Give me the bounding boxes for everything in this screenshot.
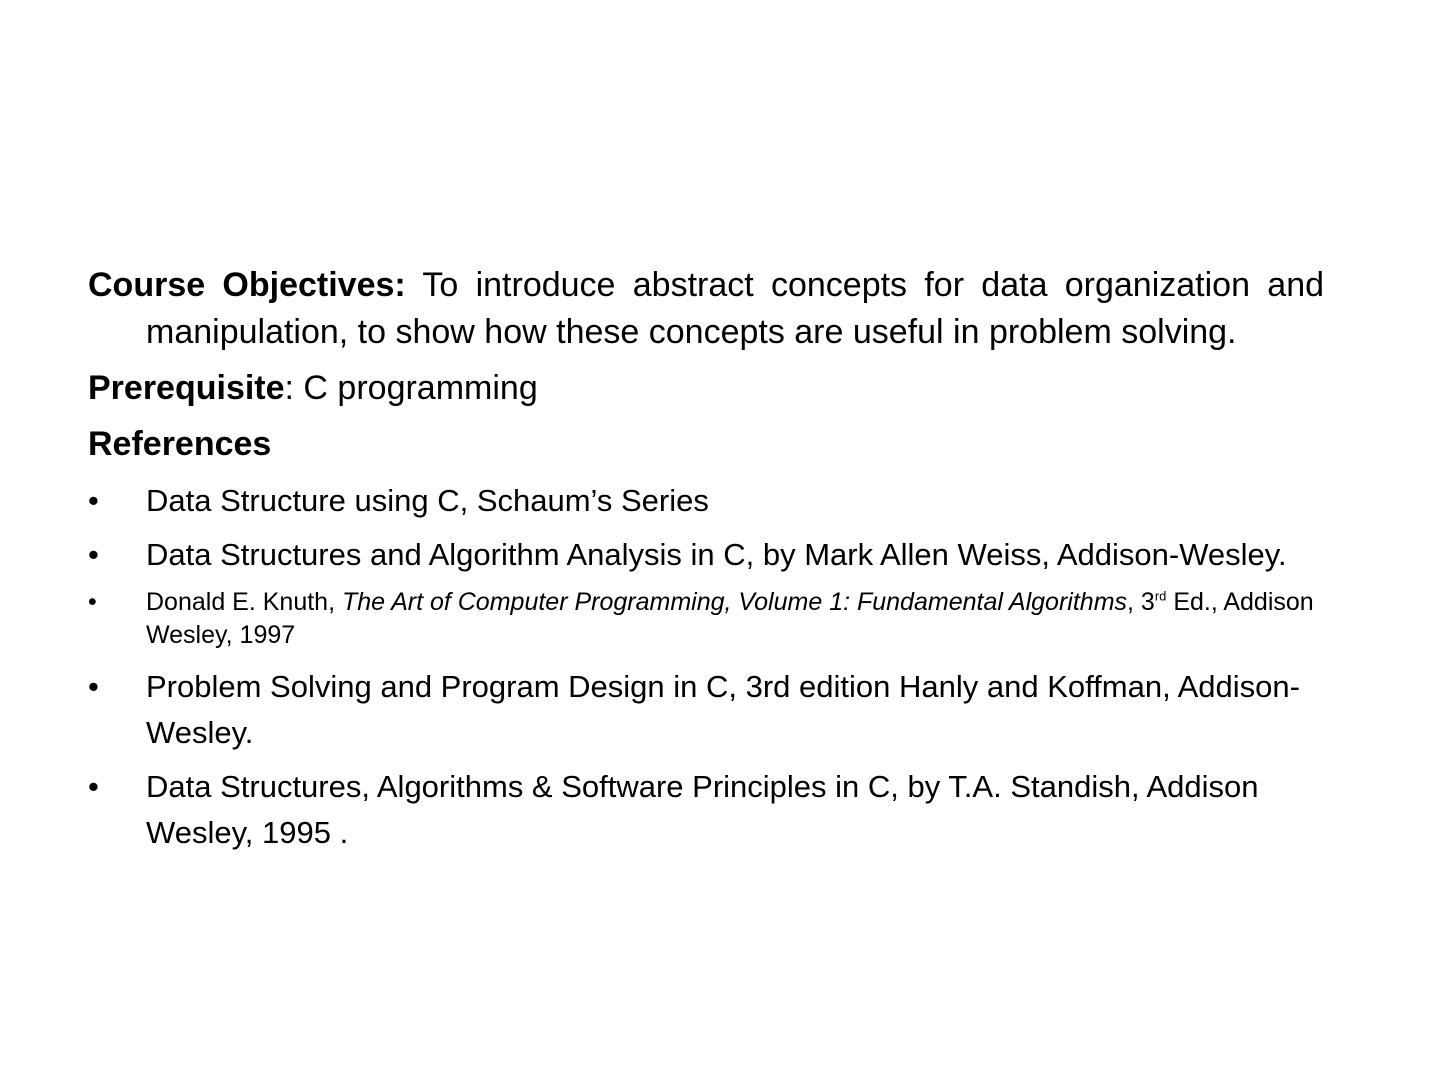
reference-title: The Art of Computer Programming, Volume 1: Fundamental Algorithms	[341, 588, 1128, 616]
bullet-icon: •	[88, 483, 99, 518]
reference-item	[88, 478, 1324, 524]
references-list	[88, 478, 1324, 856]
reference-text: Data Structure using C, Schaum’s Series	[146, 483, 709, 518]
reference-text: Data Structures and Algorithm Analysis in C, by Mark Allen Weiss, Addison-Wesley.	[146, 537, 1287, 572]
reference-text: Problem Solving and Program Design in C, 3rd edition Hanly and Koffman, Addison-Wesley.	[146, 669, 1300, 750]
reference-publisher: Ed., Addison Wesley, 1997	[146, 588, 1314, 649]
bullet-icon: •	[88, 669, 99, 704]
reference-edition-suffix: rd	[1154, 588, 1167, 604]
prerequisite	[88, 365, 1324, 412]
reference-item	[88, 664, 1324, 756]
reference-edition: , 3	[1127, 588, 1155, 616]
bullet-icon: •	[88, 769, 99, 804]
course-objectives	[88, 262, 1324, 356]
reference-text: Data Structures, Algorithms & Software Principles in C, by T.A. Standish, Addison Wesley, 1995 .	[146, 769, 1259, 850]
course-objectives-text: To introduce abstract concepts for data organization and manipulation, to show how these concepts are useful in problem solving.	[146, 266, 1325, 351]
course-objectives-label: Course Objectives:	[88, 266, 406, 304]
bullet-icon: •	[88, 588, 97, 616]
bullet-icon: •	[88, 537, 99, 572]
references-heading: References	[88, 425, 272, 463]
reference-item	[88, 764, 1324, 856]
reference-author: Donald E. Knuth,	[146, 588, 342, 616]
slide-body	[88, 262, 1324, 864]
prerequisite-text: : C programming	[284, 369, 538, 407]
reference-item	[88, 586, 1324, 652]
prerequisite-label: Prerequisite	[88, 369, 285, 407]
reference-item	[88, 532, 1324, 578]
